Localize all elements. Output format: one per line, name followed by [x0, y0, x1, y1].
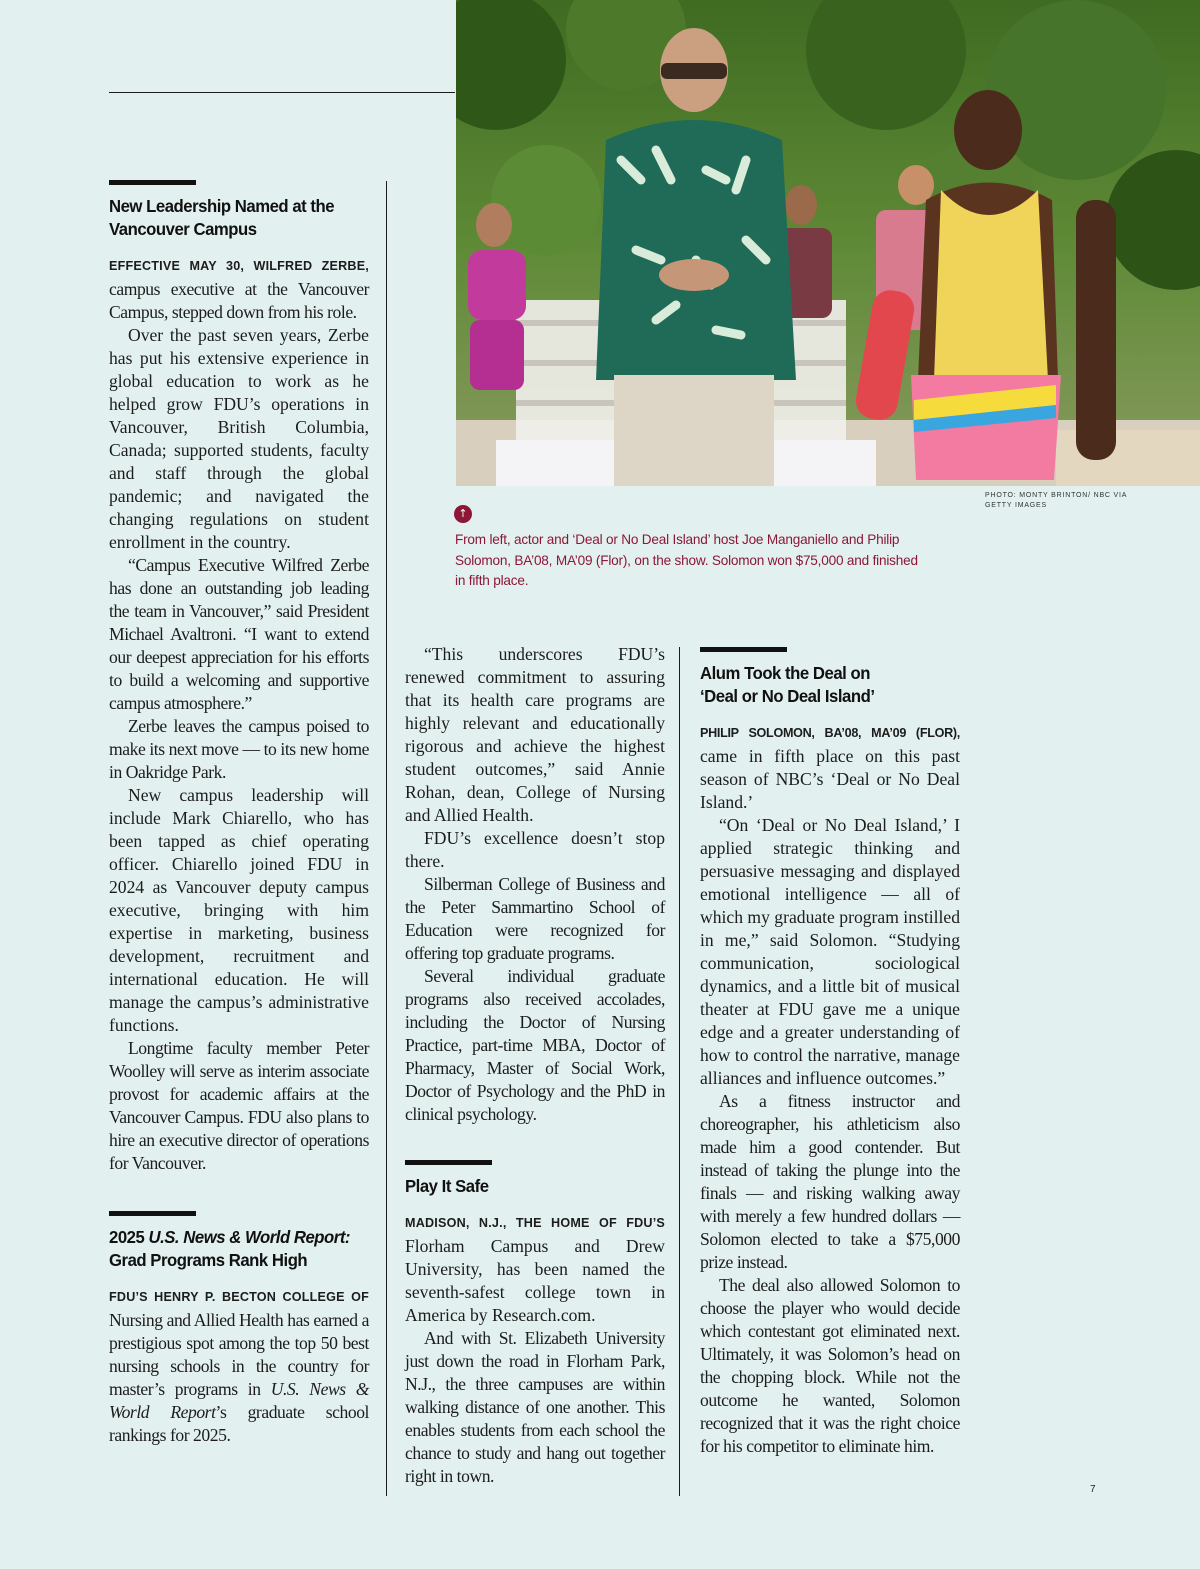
- deal-paragraph-3: As a fitness instructor and choreographer, his athleticism also made him a good contender. But instead of taking the plunge into the finals — and risking walking away with merely a few hundred dollars — Solomon elected to take a $75,000 prize instead.: [700, 1091, 960, 1272]
- kicker-deal: PHILIP SOLOMON, BA’08, MA’09 (FLOR),: [700, 726, 960, 740]
- kicker-usnews: FDU’S HENRY P. BECTON COLLEGE OF: [109, 1290, 369, 1304]
- usnews-paragraph-1: FDU’S HENRY P. BECTON COLLEGE OF Nursing and Allied Health has earned a prestigious spot among the top 50 best nursing schools in the country for master’s programs in U.S. News & World Report’s graduate school rankings for 2025.: [109, 1290, 369, 1445]
- headline-play-it-safe: Play It Safe: [405, 1176, 489, 1196]
- vancouver-paragraph-2: Over the past seven years, Zerbe has put his extensive experience in global education to work as he helped grow FDU’s operations in Vancouver, British Columbia, Canada; supported students, faculty and staff through the global pandemic; and navigated the changing regulations on student enrollment in the country.: [109, 325, 369, 552]
- show-photo: [456, 0, 1200, 486]
- column-rule-2: [679, 647, 680, 1496]
- photo-caption: From left, actor and ‘Deal or No Deal Island’ host Joe Manganiello and Philip Solomon, BA’08, MA’09 (Flor), on the show. Solomon won $75,000 and finished in fifth place.: [455, 532, 918, 588]
- usnews-paragraph-5: Several individual graduate programs also received accolades, including the Doctor of Nursing Practice, part-time MBA, Doctor of Pharmacy, Master of Social Work, Doctor of Psychology and the PhD in clinical psychology.: [405, 966, 665, 1124]
- vancouver-paragraph-4: Zerbe leaves the campus poised to make its next move — to its new home in Oakridge Park.: [109, 716, 369, 782]
- safe-paragraph-1: MADISON, N.J., THE HOME OF FDU’S Florham Campus and Drew University, has been named the seventh-safest college town in America by Research.com.: [405, 1216, 665, 1325]
- arrow-up-icon: ↑: [454, 505, 472, 523]
- top-rule: [109, 92, 455, 93]
- vancouver-paragraph-3: “Campus Executive Wilfred Zerbe has done an outstanding job leading the team in Vancouver,” said President Michael Avaltroni. “I want to extend our deepest appreciation for his efforts to build a welcoming and supportive campus atmosphere.”: [109, 555, 369, 713]
- column-3: [700, 647, 960, 1458]
- vancouver-paragraph-1: EFFECTIVE MAY 30, WILFRED ZERBE, campus executive at the Vancouver Campus, stepped down from his role.: [109, 259, 369, 322]
- vancouver-paragraph-5: New campus leadership will include Mark Chiarello, who has been tapped as chief operating officer. Chiarello joined FDU in 2024 as Vancouver deputy campus executive, bringing with him expertise in marketing, business development, recruitment and international education. He will manage the campus’s administrative functions.: [109, 785, 369, 1035]
- kicker-safe: MADISON, N.J., THE HOME OF FDU’S: [405, 1216, 665, 1230]
- column-rule-1: [386, 181, 387, 1496]
- column-2: [405, 643, 665, 1488]
- column-1: [109, 180, 369, 1447]
- photo-credit: PHOTO: MONTY BRINTON/ NBC VIA GETTY IMAGES: [985, 492, 1127, 509]
- usnews-paragraph-3: FDU’s excellence doesn’t stop there.: [405, 828, 665, 871]
- usnews-paragraph-4: Silberman College of Business and the Peter Sammartino School of Education were recognized for offering top graduate programs.: [405, 874, 665, 963]
- usnews-paragraph-2: “This underscores FDU’s renewed commitment to assuring that its health care programs are highly relevant and educationally rigorous and achieve the highest student outcomes,” said Annie Rohan, dean, College of Nursing and Allied Health.: [405, 644, 665, 825]
- safe-paragraph-2: And with St. Elizabeth University just down the road in Florham Park, N.J., the three campuses are within walking distance of one another. This enables students from each school the chance to study and hang out together right in town.: [405, 1328, 665, 1486]
- deal-paragraph-4: The deal also allowed Solomon to choose the player who would decide which contestant got eliminated next. Ultimately, it was Solomon’s head on the chopping block. While not the outcome he wanted, Solomon recognized that it was the right choice for his competitor to eliminate him.: [700, 1275, 960, 1456]
- section-bar: [405, 1160, 492, 1165]
- page-number: 7: [1090, 1484, 1096, 1495]
- vancouver-paragraph-6: Longtime faculty member Peter Woolley will serve as interim associate provost for academic affairs at the Vancouver Campus. FDU also plans to hire an executive director of operations for Vancouver.: [109, 1038, 369, 1173]
- headline-vancouver: New Leadership Named at the Vancouver Campus: [109, 196, 335, 239]
- section-bar: [109, 1211, 196, 1216]
- deal-paragraph-2: “On ‘Deal or No Deal Island,’ I applied strategic thinking and persuasive messaging and displayed emotional intelligence — all of which my graduate program instilled in me,” said Solomon. “Studying communication, sociological dynamics, and a little bit of musical theater at FDU gave me a unique edge and a greater understanding of how to control the narrative, manage alliances and influence outcomes.”: [700, 815, 960, 1088]
- section-bar: [109, 180, 196, 185]
- section-bar: [700, 647, 787, 652]
- deal-paragraph-1: PHILIP SOLOMON, BA’08, MA’09 (FLOR), came in fifth place on this past season of NBC’s ‘Deal or No Deal Island.’: [700, 726, 960, 812]
- headline-usnews: 2025 U.S. News & World Report: Grad Programs Rank High: [109, 1227, 351, 1270]
- kicker-vancouver: EFFECTIVE MAY 30, WILFRED ZERBE,: [109, 259, 369, 273]
- headline-deal: Alum Took the Deal on ‘Deal or No Deal Island’: [700, 663, 875, 706]
